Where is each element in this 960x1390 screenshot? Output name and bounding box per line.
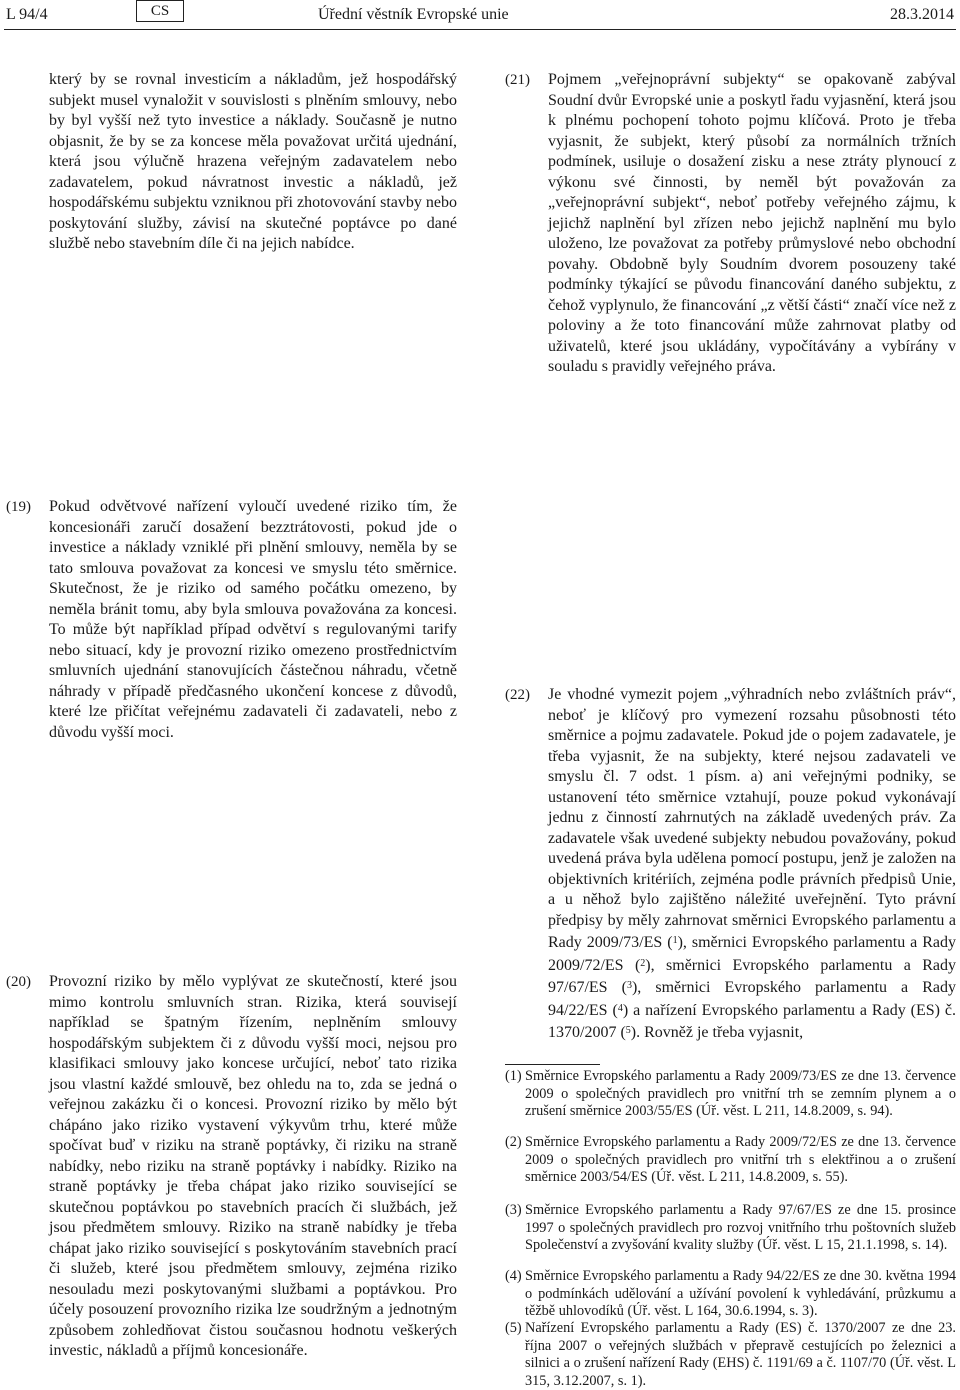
recital-22: Je vhodné vymezit pojem „výhradních nebo zvláštních práv“, neboť je klíčový pro vymezení rozsahu působnosti této směrnice a pojmu zadavatele. Pokud jde o pojem zadavatele, je třeba vyjasnit, že na subjekty, které nejsou zadavateli ve smyslu čl. 7 odst. 1 písm. a) ani veřejnými podniky, se ustanovení této směrnice vztahují, pouze pokud vykonávají jednu z činností zahrnutých na základě uvedených práv. Za zadavatele však uvedené subjekty nebudou považovány, pokud uvedená práva byla udělena pomocí postupu, jenž je založen na objektivních kritériích, zejména podle právních předpisů Unie, a u něhož bylo zajištěno náležité uveřejnění. Tyto právní předpisy by měly zahrnovat směrnici Evropského parlamentu a Rady 2009/73/ES ($^1$), směrnici Evropského parlamentu a Rady 2009/72/ES ($^2$), směrnici Evropského parlamentu a Rady 97/67/ES ($^3$), směrnici Evropského parlamentu a Rady 94/22/ES ($^4$) a nařízení Evropského parlamentu a Rady (ES) č. 1370/2007 ($^5$). Rovněž je třeba vyjasnit, <box>548 686 957 1041</box>
language-badge: CS <box>136 0 184 22</box>
page-header <box>0 0 960 30</box>
footnote-1: (1) Směrnice Evropského parlamentu a Rady 2009/73/ES ze dne 13. července 2009 o společných pravidlech pro vnitřní trh se zemním plynem a o zrušení směrnice 2003/55/ES (Úř. věst. L 211, 14.8.2009, s. 94). <box>505 1068 956 1119</box>
footnote-ref-3[interactable]: 3 <box>626 980 632 991</box>
recital-number-19: (19) <box>6 499 31 515</box>
header-rule <box>4 29 956 30</box>
page-reference: L 94/4 <box>6 6 48 23</box>
footnote-separator <box>505 1064 600 1065</box>
footnote-5: (5) Nařízení Evropského parlamentu a Rady (ES) č. 1370/2007 ze dne 23. října 2007 o veřejných službách v přepravě cestujících po železnici a silnici a o zrušení nařízení Rady (EHS) č. 1191/69 a č. 1107/70 (Úř. věst. L 315, 3.12.2007, s. 1). <box>505 1320 956 1389</box>
footnote-ref-2[interactable]: 2 <box>640 957 646 969</box>
footnote-ref-4[interactable]: 4 <box>617 1002 623 1014</box>
recital-21: Pojmem „veřejnoprávní subjekty“ se opakovaně zabýval Soudní dvůr Evropské unie a poskytl řadu vyjasnění, která jsou k plnému pochopení tohoto pojmu klíčová. Proto je třeba vyjasnit, že subjekt, který působí za normálních tržních podmínek, usiluje o dosažení zisku a nese ztráty plynoucí z výkonu své činnosti, by neměl být považován za „veřejnoprávní subjekt“, neboť potřeby veřejného zájmu, k jejichž naplnění byl zřízen nebo jejichž naplnění mu bylo uloženo, lze považovat za potřeby průmyslové nebo obchodní povahy. Obdobně byly Soudním dvorem posouzeny také podmínky týkající se původu financování daného subjektu, z čehož vyplynulo, že financování „z větší části“ značí více než z poloviny a že toto financování může zahrnovat platby od uživatelů, které jsou ukládány, vypočítávány a vybírány v souladu s pravidly veřejného práva. <box>548 71 956 375</box>
publication-date: 28.3.2014 <box>890 6 954 23</box>
journal-title: Úřední věstník Evropské unie <box>318 6 509 23</box>
recital-number-20: (20) <box>6 974 31 990</box>
recital-number-21: (21) <box>505 72 530 88</box>
footnote-2: (2) Směrnice Evropského parlamentu a Rady 2009/72/ES ze dne 13. července 2009 o společných pravidlech pro vnitřní trh s elektřinou a o zrušení směrnice 2003/54/ES (Úř. věst. L 211, 14.8.2009, s. 55). <box>505 1134 956 1185</box>
recital-20: Provozní riziko by mělo vyplývat ze skutečností, které jsou mimo kontrolu smluvních stran. Rizika, která souvisejí například se špatným řízením, neplněním smlouvy hospodářským subjektem či z důvodu vyšší moci, nejsou pro klasifikaci smlouvy jako koncese určující, neboť tato rizika jsou vlastní každé smlouvě, bez ohledu na to, zda se jedná o veřejnou zakázku či o koncesi. Provozní riziko by mělo být chápáno jako riziko vystavení výkyvům trhu, které může spočívat buď v riziku na straně poptávky, či riziku na straně nabídky, nebo riziku na straně poptávky i nabídky. Riziko na straně poptávky je třeba chápat jako riziko související se skutečnou poptávkou po stavebních pracích či službách, jež jsou předmětem smlouvy. Riziko na straně nabídky je třeba chápat jako riziko související s poskytováním stavebních prací či služeb, které jsou předmětem smlouvy, zejména riziko nesouladu mezi poskytovanými službami a poptávkou. Pro účely posouzení provozního rizika lze soudržným a jednotným způsobem zohledňovat čistou současnou hodnotu veškerých investic, nákladů a příjmů koncesionáře. <box>49 973 457 1359</box>
recital-number-22: (22) <box>505 687 530 703</box>
footnote-3: (3) Směrnice Evropského parlamentu a Rady 97/67/ES ze dne 15. prosince 1997 o společných pravidlech pro rozvoj vnitřního trhu poštovních služeb Společenství a zvyšování kvality služby (Úř. věst. L 15, 21.1.1998, s. 14). <box>505 1202 956 1253</box>
footnote-4: (4) Směrnice Evropského parlamentu a Rady 94/22/ES ze dne 30. května 1994 o podmínkách udělování a užívání povolení k vyhledávání, průzkumu a těžbě uhlovodíků (Úř. věst. L 164, 30.6.1994, s. 3). <box>505 1268 956 1319</box>
continuation-paragraph: který by se rovnal investicím a nákladům, jež hospodářský subjekt musel vynaložit v souvislosti s plněním smlouvy, nebo by byl vyšší než tyto investice a náklady. Současně je nutno objasnit, že by se za koncese měla považovat určitá ujednání, která jsou výlučně hrazena veřejným zadavatelem nebo zadavatelem, pokud návratnost investic a nákladů, jež hospodářskému subjektu vzniknou při zhotovování stavby nebo poskytování služby, závisí na skutečné poptávce po dané službě nebo stavebním díle či na jejich nabídce. <box>49 71 457 252</box>
recital-19: Pokud odvětvové nařízení vyloučí uvedené riziko tím, že koncesionáři zaručí dosažení bezztrátovosti, pokud jde o investice a náklady vzniklé při plnění smlouvy, neměla by se tato smlouva považovat za koncesi ve smyslu této směrnice. Skutečnost, že je riziko od samého počátku omezeno, by neměla bránit tomu, aby byla smlouva považována za koncesi. To může být například případ odvětví s regulovanými tarify nebo situací, kdy je provozní riziko omezeno prostřednictvím smluvních ujednání stanovujících částečnou náhradu, včetně náhrady v případě předčasného ukončení koncese z důvodů, které lze přičítat veřejnému zadavateli či zadavateli, nebo z důvodu vyšší moci. <box>49 498 457 741</box>
footnote-ref-1[interactable]: 1 <box>672 935 678 946</box>
footnote-ref-5[interactable]: 5 <box>625 1025 631 1036</box>
